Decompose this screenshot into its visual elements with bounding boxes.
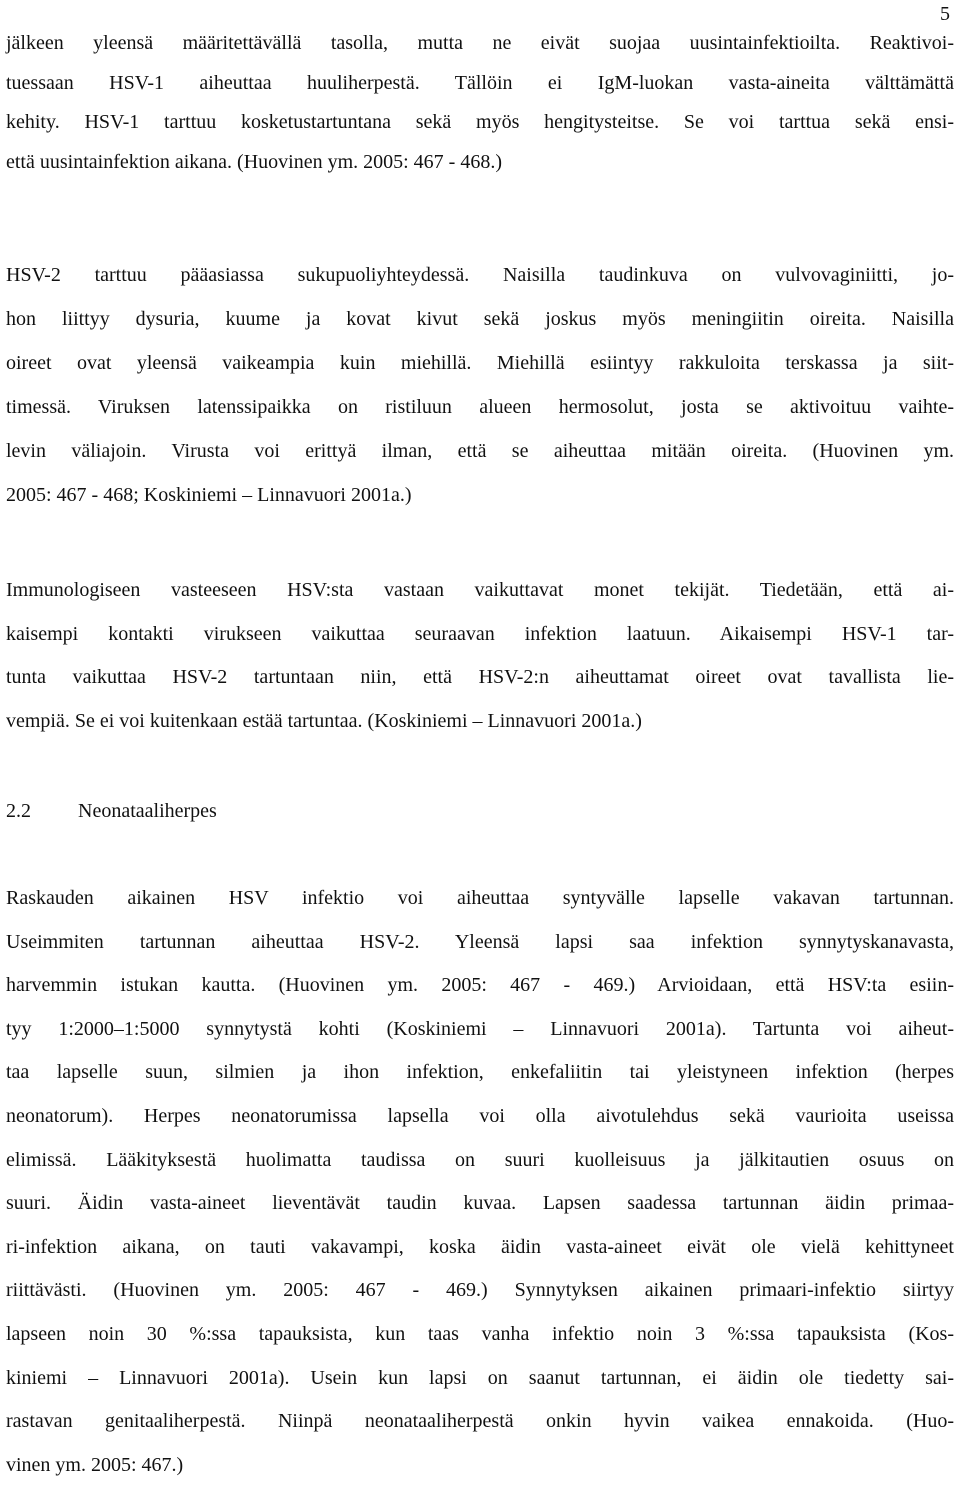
paragraph-immunology bbox=[6, 579, 954, 753]
text-line: hon liittyy dysuria, kuume ja kovat kivut sekä joskus myös meningiitin oireita. Naisilla bbox=[6, 308, 954, 330]
paragraph-neonatal-herpes bbox=[6, 887, 954, 1497]
text-line: levin väliajoin. Virusta voi erittyä ilman, että se aiheuttaa mitään oireita. (Huovinen ym. bbox=[6, 440, 954, 462]
text-line: rastavan genitaaliherpestä. Niinpä neonataaliherpestä onkin hyvin vaikea ennakoida. (Huo- bbox=[6, 1410, 954, 1433]
text-line: tunta vaikuttaa HSV-2 tartuntaan niin, että HSV-2:n aiheuttamat oireet ovat tavallista lie- bbox=[6, 666, 954, 688]
text-line: 2005: 467 - 468; Koskiniemi – Linnavuori 2001a.) bbox=[6, 484, 412, 506]
text-line: timessä. Viruksen latenssipaikka on ristiluun alueen hermosolut, josta se aktivoituu vaihte- bbox=[6, 396, 954, 418]
paragraph-reactivation bbox=[6, 32, 954, 190]
text-line: taa lapselle suun, silmien ja ihon infektion, enkefaliitin tai yleistyneen infektion (herpes bbox=[6, 1061, 954, 1084]
text-line: lapseen noin 30 %:ssa tapauksista, kun taas vanha infektio noin 3 %:ssa tapauksista (Kos- bbox=[6, 1322, 954, 1345]
text-line: vempiä. Se ei voi kuitenkaan estää tartuntaa. (Koskiniemi – Linnavuori 2001a.) bbox=[6, 709, 642, 732]
text-line: neonatorum). Herpes neonatorumissa lapsella voi olla aivotulehdus sekä vaurioita useissa bbox=[6, 1104, 954, 1127]
text-line: tuessaan HSV-1 aiheuttaa huuliherpestä. Tällöin ei IgM-luokan vasta-aineita välttämättä bbox=[6, 71, 954, 94]
paragraph-hsv2 bbox=[6, 264, 954, 528]
text-line: kehity. HSV-1 tarttuu kosketustartuntana sekä myös hengitysteitse. Se voi tarttua sekä ensi- bbox=[6, 111, 954, 133]
text-line: tyy 1:2000–1:5000 synnytystä kohti (Koskiniemi – Linnavuori 2001a). Tartunta voi aiheut- bbox=[6, 1017, 954, 1040]
text-line: kiniemi – Linnavuori 2001a). Usein kun lapsi on saanut tartunnan, ei äidin ole tiedetty sai- bbox=[6, 1366, 954, 1389]
text-line: elimissä. Lääkityksestä huolimatta taudissa on suuri kuolleisuus ja jälkitautien osuus on bbox=[6, 1148, 954, 1171]
page-number: 5 bbox=[940, 3, 950, 25]
text-line: jälkeen yleensä määritettävällä tasolla, mutta ne eivät suojaa uusintainfektioilta. Reaktivoi- bbox=[6, 32, 954, 54]
text-line: kaisempi kontakti virukseen vaikuttaa seuraavan infektion laatuun. Aikaisempi HSV-1 tar- bbox=[6, 622, 954, 645]
text-line: suuri. Äidin vasta-aineet lieventävät taudin kuvaa. Lapsen saadessa tartunnan äidin primaa- bbox=[6, 1192, 954, 1215]
text-line: vinen ym. 2005: 467.) bbox=[6, 1453, 184, 1476]
text-line: oireet ovat yleensä vaikeampia kuin miehillä. Miehillä esiintyy rakkuloita terskassa ja siit- bbox=[6, 352, 954, 374]
text-line: riittävästi. (Huovinen ym. 2005: 467 - 469.) Synnytyksen aikainen primaari-infektio siirtyy bbox=[6, 1279, 954, 1302]
section-number: 2.2 bbox=[6, 800, 31, 822]
text-line: Raskauden aikainen HSV infektio voi aiheuttaa syntyvälle lapselle vakavan tartunnan. bbox=[6, 887, 954, 909]
text-line: HSV-2 tarttuu pääasiassa sukupuoliyhteydessä. Naisilla taudinkuva on vulvovaginiitti, jo- bbox=[6, 264, 954, 286]
text-line: Useimmiten tartunnan aiheuttaa HSV-2. Yleensä lapsi saa infektion synnytyskanavasta, bbox=[6, 930, 954, 953]
section-heading bbox=[6, 800, 217, 823]
text-line: että uusintainfektion aikana. (Huovinen ym. 2005: 467 - 468.) bbox=[6, 150, 503, 173]
text-line: ri-infektion aikana, on tauti vakavampi, koska äidin vasta-aineet eivät ole vielä kehittyneet bbox=[6, 1235, 954, 1258]
text-line: Immunologiseen vasteeseen HSV:sta vastaan vaikuttavat monet tekijät. Tiedetään, että ai- bbox=[6, 579, 954, 601]
text-line: harvemmin istukan kautta. (Huovinen ym. 2005: 467 - 469.) Arvioidaan, että HSV:ta esiin- bbox=[6, 974, 954, 997]
section-title: Neonataaliherpes bbox=[78, 800, 217, 822]
